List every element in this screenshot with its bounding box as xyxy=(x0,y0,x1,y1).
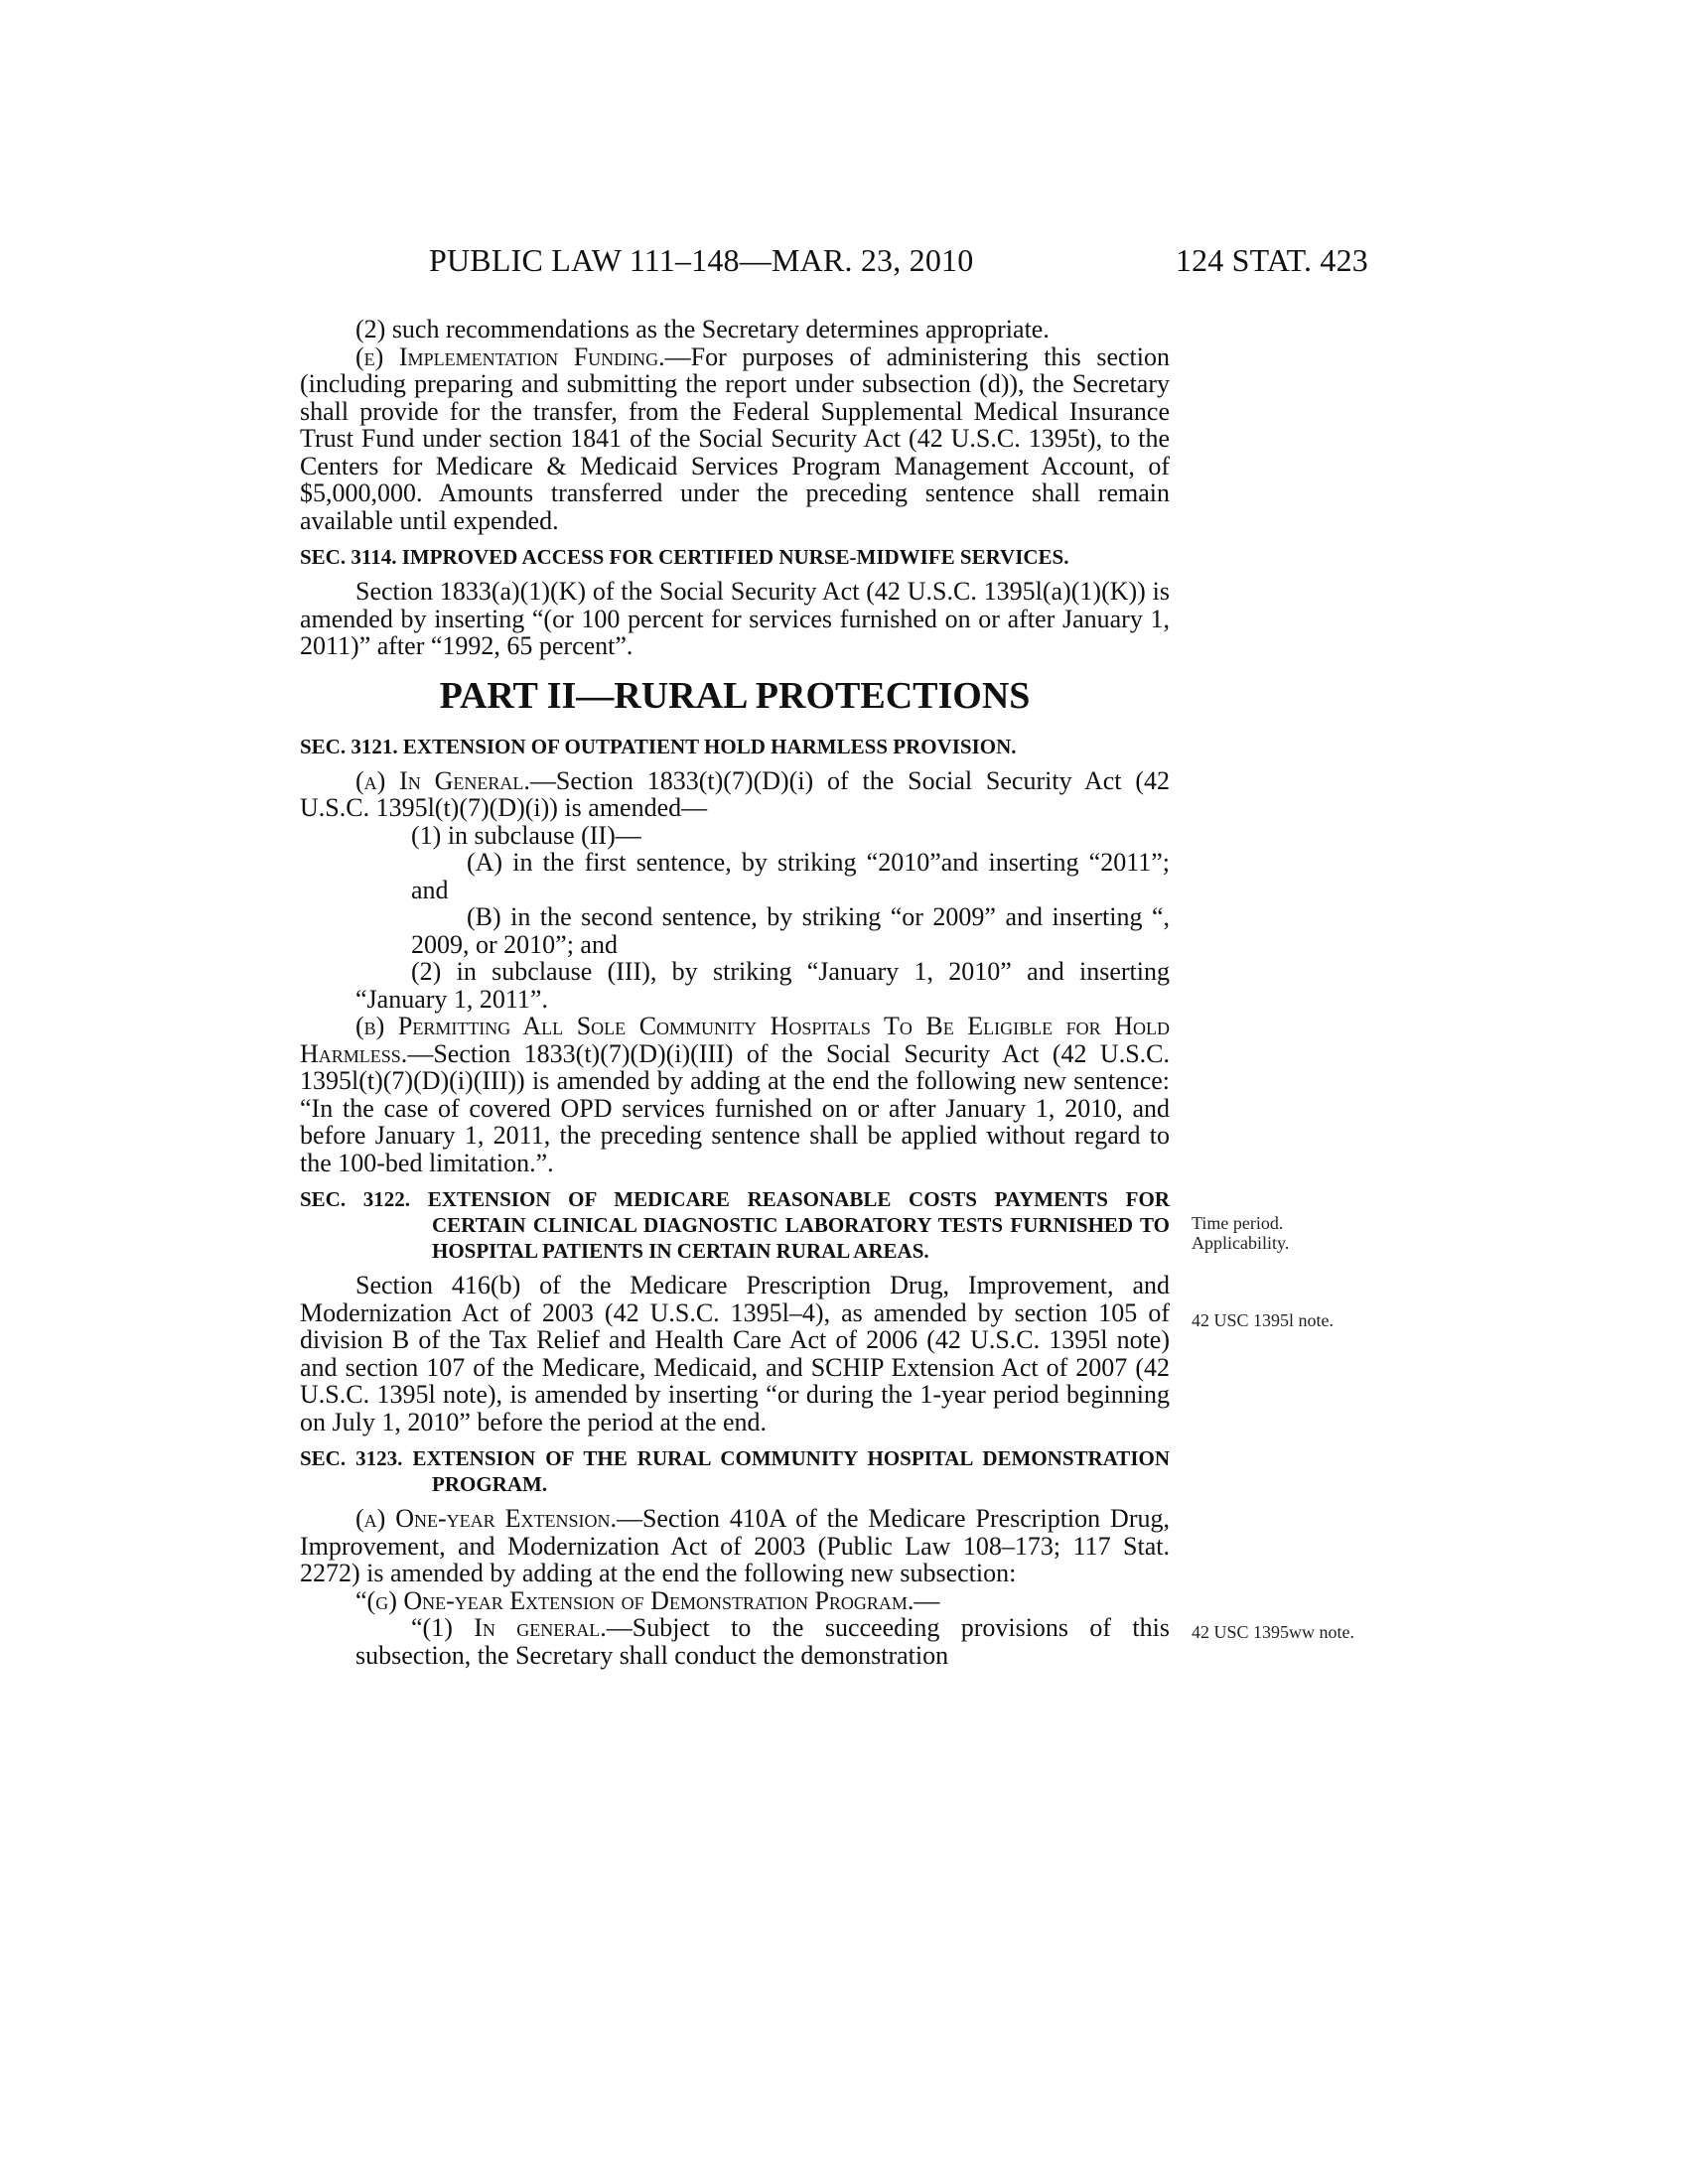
paragraph-subclause-ii: (1) in subclause (II)— xyxy=(411,820,641,850)
margin-note-usc-1395ww: 42 USC 1395ww note. xyxy=(1192,1622,1355,1642)
subsection-heading: (e) Implementation Funding. xyxy=(355,341,665,371)
paragraph-recommendations: (2) such recommendations as the Secretary determines appropriate. xyxy=(355,315,1050,343)
paragraph-text: —Section 1833(t)(7)(D)(i)(III) of the Social Security Act (42 U.S.C. 1395l(t)(7)(D)(i)(III)) is amended by adding at the end the following new sentence: “In the case of covered OPD services furnished on or after January 1, 2010, and before January 1, 2011, the preceding sentence shall be applied without regard to the 100-bed limitation.”. xyxy=(300,1038,1170,1177)
paragraph-text: — xyxy=(914,1585,940,1615)
subsection-heading: (a) One-year Extension. xyxy=(355,1504,617,1533)
paragraph-sec3122-text: Section 416(b) of the Medicare Prescription Drug, Improvement, and Modernization Act of 2003 (42 U.S.C. 1395l–4), as amended by section 105 of division B of the Tax Relief and Health Care Act of 2006 (42 U.S.C. 1395l note) and section 107 of the Medicare, Medicaid, and SCHIP Extension Act of 2007 (42 U.S.C. 1395l note), is amended by inserting “or during the 1-year period beginning on July 1, 2010” before the period at the end. xyxy=(300,1271,1170,1436)
subsection-heading: “(g) One-year Extension of Demonstration Program. xyxy=(355,1585,914,1615)
paragraph-clause-b xyxy=(300,903,1170,958)
subsection-heading: “(1) In general. xyxy=(411,1613,607,1642)
page-header xyxy=(429,242,1368,282)
paragraph-text: —Section 1833(t)(7)(D)(i) of the Social Security Act (42 U.S.C. 1395l(t)(7)(D)(i)) is amended— xyxy=(300,765,1170,822)
paragraph-g-extension xyxy=(300,1587,1170,1615)
subsection-heading: (b) Permitting All Sole Community Hospitals To Be Eligible for Hold Harmless. xyxy=(300,1012,1170,1068)
margin-note-time-period: Time period. Applicability. xyxy=(1192,1213,1290,1253)
body-text xyxy=(300,316,1170,1669)
paragraph-text: —Section 410A of the Medicare Prescription Drug, Improvement, and Modernization Act of 2003 (Public Law 108–173; 117 Stat. 2272) is amended by adding at the end the following new subsection: xyxy=(300,1504,1170,1587)
section-3123-heading: SEC. 3123. EXTENSION OF THE RURAL COMMUNITY HOSPITAL DEMONSTRATION PROGRAM. xyxy=(300,1446,1170,1496)
paragraph-text: (A) in the first sentence, by striking “2010”and inserting “2011”; and xyxy=(411,848,1170,904)
paragraph-clause-a xyxy=(300,849,1170,903)
margin-note-usc-1395l: 42 USC 1395l note. xyxy=(1192,1310,1335,1330)
section-3121-heading: SEC. 3121. EXTENSION OF OUTPATIENT HOLD HARMLESS PROVISION. xyxy=(300,734,1017,758)
part-heading: PART II—RURAL PROTECTIONS xyxy=(439,674,1031,717)
paragraph-sec3114-text: Section 1833(a)(1)(K) of the Social Security Act (42 U.S.C. 1395l(a)(1)(K)) is amended by inserting “(or 100 percent for services furnished on or after January 1, 2011)” after “1992, 65 percent”. xyxy=(300,577,1170,660)
paragraph-sole-community-hospitals xyxy=(300,1013,1170,1176)
paragraph-text: —Subject to the succeeding provisions of this subsection, the Secretary shall conduct the demonstration xyxy=(355,1613,1170,1670)
paragraph-subclause-iii: (2) in subclause (III), by striking “January 1, 2010” and inserting “January 1, 2011”. xyxy=(355,957,1170,1014)
paragraph-in-general xyxy=(300,767,1170,822)
section-3122-heading: SEC. 3122. EXTENSION OF MEDICARE REASONABLE COSTS PAYMENTS FOR CERTAIN CLINICAL DIAGNOSTIC LABORATORY TESTS FURNISHED TO HOSPITAL PATIENTS IN CERTAIN RURAL AREAS. xyxy=(300,1187,1170,1263)
paragraph-text: —For purposes of administering this section (including preparing and submitting the report under subsection (d)), the Secretary shall provide for the transfer, from the Federal Supplemental Medical Insurance Trust Fund under section 1841 of the Social Security Act (42 U.S.C. 1395t), to the Centers for Medicare & Medicaid Services Program Management Account, of $5,000,000. Amounts transferred under the preceding sentence shall remain available until expended. xyxy=(300,341,1170,535)
paragraph-text: (B) in the second sentence, by striking “or 2009” and inserting “, 2009, or 2010”; and xyxy=(411,902,1170,959)
subsection-heading: (a) In General. xyxy=(355,765,530,795)
header-title: PUBLIC LAW 111–148—MAR. 23, 2010 xyxy=(429,242,974,278)
paragraph-one-year-extension xyxy=(300,1505,1170,1587)
paragraph-implementation-funding xyxy=(300,343,1170,535)
section-3114-heading: SEC. 3114. IMPROVED ACCESS FOR CERTIFIED NURSE-MIDWIFE SERVICES. xyxy=(300,545,1069,569)
paragraph-1-in-general xyxy=(300,1614,1170,1669)
header-statute-page: 124 STAT. 423 xyxy=(1175,242,1368,278)
